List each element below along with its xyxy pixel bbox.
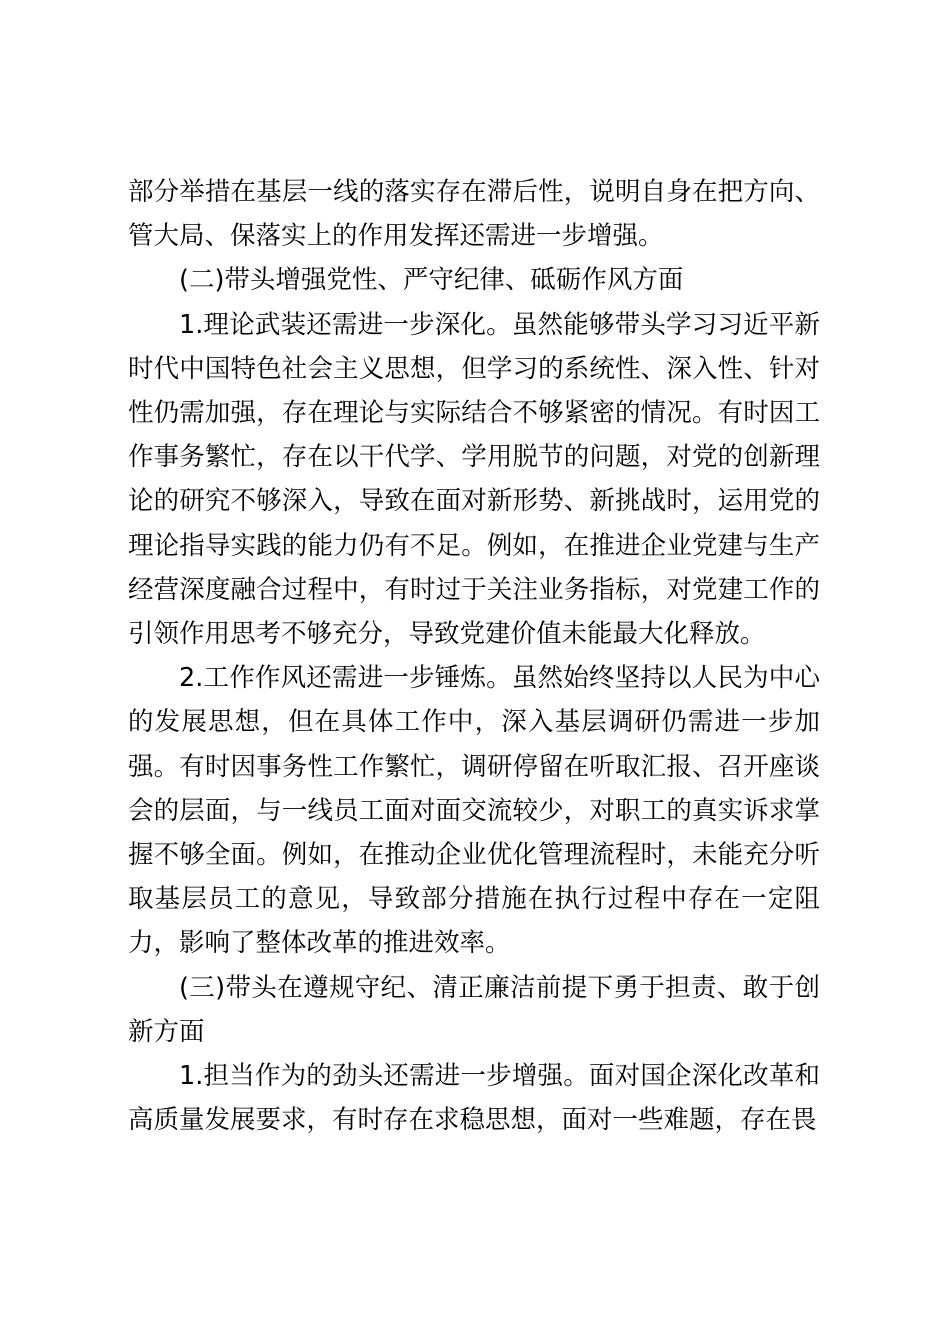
paragraph-responsibility: 1.担当作为的劲头还需进一步增强。面对国企深化改革和高质量发展要求，有时存在求稳思想，面对一些难题，存在畏: [128, 1061, 820, 1136]
document-body: [128, 170, 820, 1142]
section-heading-3: (三)带头在遵规守纪、清正廉洁前提下勇于担责、敢于创新方面: [128, 972, 820, 1047]
paragraph-work-style: 2.工作作风还需进一步锤炼。虽然始终坚持以人民为中心的发展思想，但在具体工作中，深入基层调研仍需进一步加强。有时因事务性工作繁忙，调研停留在听取汇报、召开座谈会的层面，与一线员工面对面交流较少，对职工的真实诉求掌握不够全面。例如，在推动企业优化管理流程时，未能充分听取基层员工的意见，导致部分措施在执行过程中存在一定阻力，影响了整体改革的推进效率。: [128, 663, 820, 959]
paragraph-continuation: 部分举措在基层一线的落实存在滞后性，说明自身在把方向、管大局、保落实上的作用发挥还需进一步增强。: [128, 177, 820, 252]
paragraph-theory-study: 1.理论武装还需进一步深化。虽然能够带头学习习近平新时代中国特色社会主义思想，但学习的系统性、深入性、针对性仍需加强，存在理论与实际结合不够紧密的情况。有时因工作事务繁忙，存在以干代学、学用脱节的问题，对党的创新理论的研究不够深入，导致在面对新形势、新挑战时，运用党的理论指导实践的能力仍有不足。例如，在推进企业党建与生产经营深度融合过程中，有时过于关注业务指标，对党建工作的引领作用思考不够充分，导致党建价值未能最大化释放。: [128, 309, 820, 650]
section-heading-2: (二)带头增强党性、严守纪律、砥砺作风方面: [179, 265, 684, 296]
